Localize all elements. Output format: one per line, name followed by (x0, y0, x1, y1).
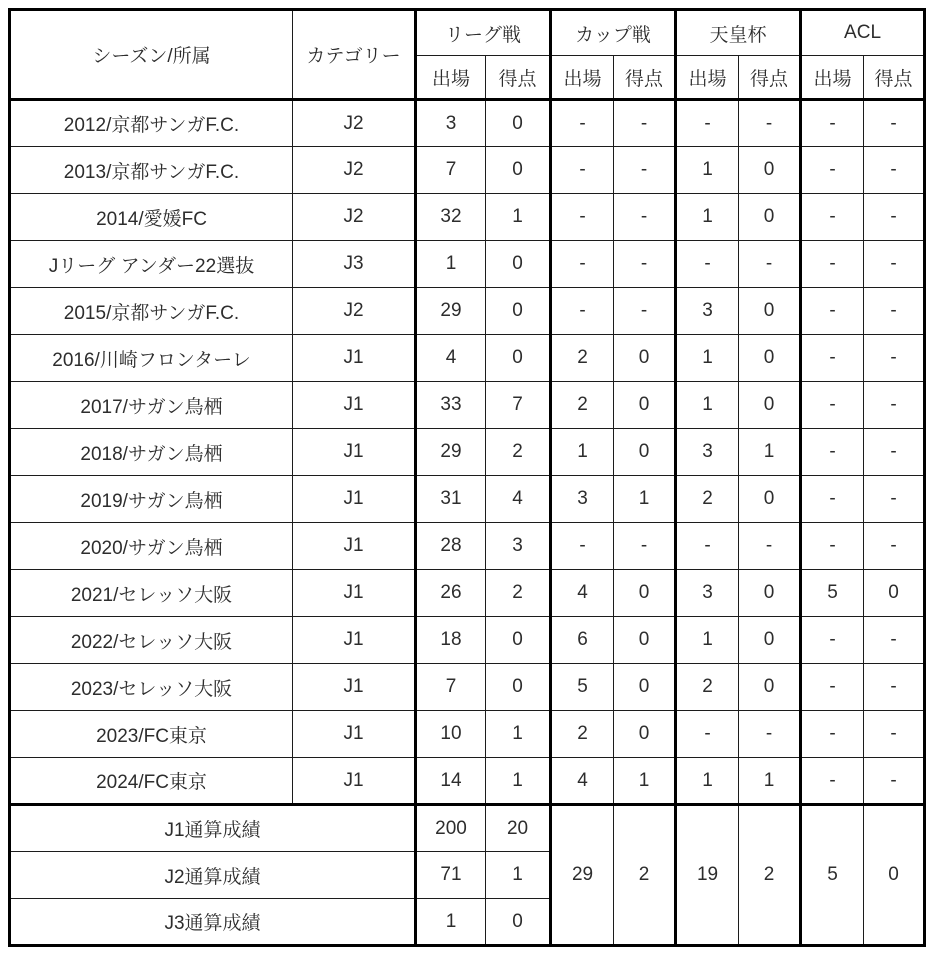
stat-cell: 1 (614, 758, 676, 805)
category-cell: J1 (293, 476, 416, 523)
stat-cell: 0 (614, 570, 676, 617)
stat-cell: 0 (739, 335, 801, 382)
stat-cell: 0 (614, 617, 676, 664)
stat-cell: 1 (614, 476, 676, 523)
stat-cell: - (551, 147, 614, 194)
header-league-goals: 得点 (486, 56, 551, 100)
stat-cell: 0 (739, 382, 801, 429)
stat-cell: 2 (486, 429, 551, 476)
stat-cell: 18 (416, 617, 486, 664)
stat-cell: 1 (486, 711, 551, 758)
stat-cell: 4 (416, 335, 486, 382)
table-row (10, 429, 925, 476)
stat-cell: 1 (676, 617, 739, 664)
table-row (10, 570, 925, 617)
stat-cell: 0 (614, 664, 676, 711)
stat-cell: 0 (739, 664, 801, 711)
category-cell: J1 (293, 570, 416, 617)
stat-cell: 3 (676, 288, 739, 335)
totals-j1-goals: 20 (486, 805, 551, 852)
season-club-cell: Jリーグ アンダー22選抜 (10, 241, 293, 288)
header-group-cup: カップ戦 (551, 10, 676, 56)
category-cell: J1 (293, 335, 416, 382)
stat-cell: 2 (551, 335, 614, 382)
season-club-cell: 2019/サガン鳥栖 (10, 476, 293, 523)
table-row (10, 758, 925, 805)
stat-cell: - (864, 100, 925, 147)
stat-cell: 10 (416, 711, 486, 758)
stat-cell: 5 (551, 664, 614, 711)
stat-cell: - (801, 382, 864, 429)
header-group-league: リーグ戦 (416, 10, 551, 56)
stat-cell: - (676, 100, 739, 147)
stat-cell: 0 (486, 288, 551, 335)
table-row (10, 288, 925, 335)
stat-cell: - (801, 241, 864, 288)
stat-cell: 1 (486, 758, 551, 805)
stat-cell: - (614, 241, 676, 288)
stat-cell: 0 (614, 382, 676, 429)
stat-cell: 0 (614, 711, 676, 758)
header-group-acl: ACL (801, 10, 925, 56)
header-emperors-appearances: 出場 (676, 56, 739, 100)
stat-cell: - (801, 288, 864, 335)
totals-j3-appearances: 1 (416, 899, 486, 946)
stat-cell: - (801, 523, 864, 570)
season-club-cell: 2014/愛媛FC (10, 194, 293, 241)
stat-cell: 1 (676, 194, 739, 241)
stat-cell: 7 (416, 664, 486, 711)
stat-cell: 0 (486, 335, 551, 382)
stat-cell: - (864, 147, 925, 194)
stat-cell: - (801, 335, 864, 382)
stat-cell: 4 (551, 758, 614, 805)
stat-cell: - (614, 288, 676, 335)
totals-label-j3: J3通算成績 (10, 899, 416, 946)
stat-cell: 1 (676, 382, 739, 429)
stat-cell: 28 (416, 523, 486, 570)
stat-cell: 0 (614, 335, 676, 382)
stat-cell: 0 (486, 147, 551, 194)
table-row (10, 711, 925, 758)
totals-j1-appearances: 200 (416, 805, 486, 852)
category-cell: J1 (293, 617, 416, 664)
table-row (10, 194, 925, 241)
stat-cell: - (801, 429, 864, 476)
header-category: カテゴリー (293, 10, 416, 100)
stat-cell: - (864, 288, 925, 335)
totals-j3-goals: 0 (486, 899, 551, 946)
stat-cell: - (864, 758, 925, 805)
table-row (10, 617, 925, 664)
stat-cell: 0 (486, 617, 551, 664)
stat-cell: 2 (551, 711, 614, 758)
stat-cell: 1 (676, 758, 739, 805)
stat-cell: - (614, 194, 676, 241)
totals-label-j1: J1通算成績 (10, 805, 416, 852)
stat-cell: - (864, 711, 925, 758)
season-club-cell: 2023/FC東京 (10, 711, 293, 758)
stat-cell: - (864, 429, 925, 476)
season-club-cell: 2020/サガン鳥栖 (10, 523, 293, 570)
season-club-cell: 2017/サガン鳥栖 (10, 382, 293, 429)
stat-cell: 1 (739, 429, 801, 476)
category-cell: J2 (293, 147, 416, 194)
header-group-emperors-cup: 天皇杯 (676, 10, 801, 56)
stat-cell: - (864, 382, 925, 429)
category-cell: J1 (293, 711, 416, 758)
stat-cell: 0 (486, 100, 551, 147)
stat-cell: 3 (486, 523, 551, 570)
table-row (10, 664, 925, 711)
table-row (10, 476, 925, 523)
stat-cell: 1 (551, 429, 614, 476)
header-season-club: シーズン/所属 (10, 10, 293, 100)
header-group-row (10, 10, 925, 56)
season-club-cell: 2012/京都サンガF.C. (10, 100, 293, 147)
stat-cell: - (551, 194, 614, 241)
table-row (10, 382, 925, 429)
stat-cell: - (801, 758, 864, 805)
stat-cell: 3 (676, 570, 739, 617)
stat-cell: - (614, 523, 676, 570)
stat-cell: - (864, 664, 925, 711)
season-club-cell: 2023/セレッソ大阪 (10, 664, 293, 711)
category-cell: J1 (293, 382, 416, 429)
totals-cup-appearances: 29 (551, 805, 614, 946)
category-cell: J2 (293, 194, 416, 241)
stat-cell: 0 (739, 570, 801, 617)
totals-section (10, 805, 925, 946)
season-club-cell: 2015/京都サンガF.C. (10, 288, 293, 335)
stat-cell: - (801, 711, 864, 758)
stat-cell: 1 (676, 147, 739, 194)
stat-cell: 2 (676, 664, 739, 711)
stat-cell: 2 (486, 570, 551, 617)
header-acl-goals: 得点 (864, 56, 925, 100)
totals-acl-appearances: 5 (801, 805, 864, 946)
stat-cell: 3 (676, 429, 739, 476)
stat-cell: 7 (486, 382, 551, 429)
table-row (10, 100, 925, 147)
totals-cup-goals: 2 (614, 805, 676, 946)
totals-j2-goals: 1 (486, 852, 551, 899)
stat-cell: 26 (416, 570, 486, 617)
stat-cell: 1 (676, 335, 739, 382)
stat-cell: 3 (551, 476, 614, 523)
stat-cell: 3 (416, 100, 486, 147)
stat-cell: - (864, 335, 925, 382)
stat-cell: - (676, 523, 739, 570)
stat-cell: 33 (416, 382, 486, 429)
table-row (10, 523, 925, 570)
stat-cell: - (676, 711, 739, 758)
totals-label-j2: J2通算成績 (10, 852, 416, 899)
stat-cell: - (551, 100, 614, 147)
stat-cell: 0 (486, 241, 551, 288)
table-row (10, 241, 925, 288)
stat-cell: 7 (416, 147, 486, 194)
category-cell: J2 (293, 100, 416, 147)
stat-cell: - (614, 100, 676, 147)
stat-cell: 31 (416, 476, 486, 523)
stat-cell: - (739, 241, 801, 288)
table-header (10, 10, 925, 100)
totals-acl-goals: 0 (864, 805, 925, 946)
stat-cell: 0 (739, 288, 801, 335)
stat-cell: 2 (551, 382, 614, 429)
table-row (10, 147, 925, 194)
stat-cell: - (864, 241, 925, 288)
stat-cell: - (801, 617, 864, 664)
stat-cell: - (801, 476, 864, 523)
stat-cell: 0 (864, 570, 925, 617)
category-cell: J1 (293, 523, 416, 570)
career-stats-table (8, 8, 926, 947)
totals-emperors-appearances: 19 (676, 805, 739, 946)
stat-cell: 5 (801, 570, 864, 617)
stat-cell: - (551, 288, 614, 335)
category-cell: J1 (293, 758, 416, 805)
stat-cell: 0 (614, 429, 676, 476)
season-club-cell: 2013/京都サンガF.C. (10, 147, 293, 194)
category-cell: J1 (293, 664, 416, 711)
stat-cell: 32 (416, 194, 486, 241)
stats-body (10, 100, 925, 805)
stat-cell: 6 (551, 617, 614, 664)
stat-cell: - (801, 147, 864, 194)
stat-cell: - (801, 194, 864, 241)
stat-cell: 4 (551, 570, 614, 617)
stat-cell: - (864, 476, 925, 523)
totals-emperors-goals: 2 (739, 805, 801, 946)
season-club-cell: 2024/FC東京 (10, 758, 293, 805)
stat-cell: 0 (739, 147, 801, 194)
category-cell: J2 (293, 288, 416, 335)
stat-cell: 1 (739, 758, 801, 805)
season-club-cell: 2018/サガン鳥栖 (10, 429, 293, 476)
header-cup-appearances: 出場 (551, 56, 614, 100)
stat-cell: 0 (739, 617, 801, 664)
stat-cell: 1 (416, 241, 486, 288)
stat-cell: - (551, 523, 614, 570)
category-cell: J3 (293, 241, 416, 288)
totals-j2-appearances: 71 (416, 852, 486, 899)
header-acl-appearances: 出場 (801, 56, 864, 100)
stat-cell: - (551, 241, 614, 288)
stat-cell: 0 (739, 476, 801, 523)
stat-cell: - (864, 617, 925, 664)
stat-cell: - (676, 241, 739, 288)
stat-cell: 29 (416, 288, 486, 335)
stat-cell: - (864, 523, 925, 570)
stat-cell: - (739, 523, 801, 570)
stat-cell: - (614, 147, 676, 194)
totals-row-j1 (10, 805, 925, 852)
header-cup-goals: 得点 (614, 56, 676, 100)
stat-cell: - (864, 194, 925, 241)
header-league-appearances: 出場 (416, 56, 486, 100)
stat-cell: - (739, 100, 801, 147)
stat-cell: 4 (486, 476, 551, 523)
stat-cell: 2 (676, 476, 739, 523)
table-row (10, 335, 925, 382)
stat-cell: 29 (416, 429, 486, 476)
stat-cell: 0 (739, 194, 801, 241)
stat-cell: - (739, 711, 801, 758)
stat-cell: 1 (486, 194, 551, 241)
stat-cell: - (801, 664, 864, 711)
stat-cell: 14 (416, 758, 486, 805)
season-club-cell: 2021/セレッソ大阪 (10, 570, 293, 617)
category-cell: J1 (293, 429, 416, 476)
header-emperors-goals: 得点 (739, 56, 801, 100)
season-club-cell: 2022/セレッソ大阪 (10, 617, 293, 664)
stat-cell: 0 (486, 664, 551, 711)
stat-cell: - (801, 100, 864, 147)
season-club-cell: 2016/川崎フロンターレ (10, 335, 293, 382)
